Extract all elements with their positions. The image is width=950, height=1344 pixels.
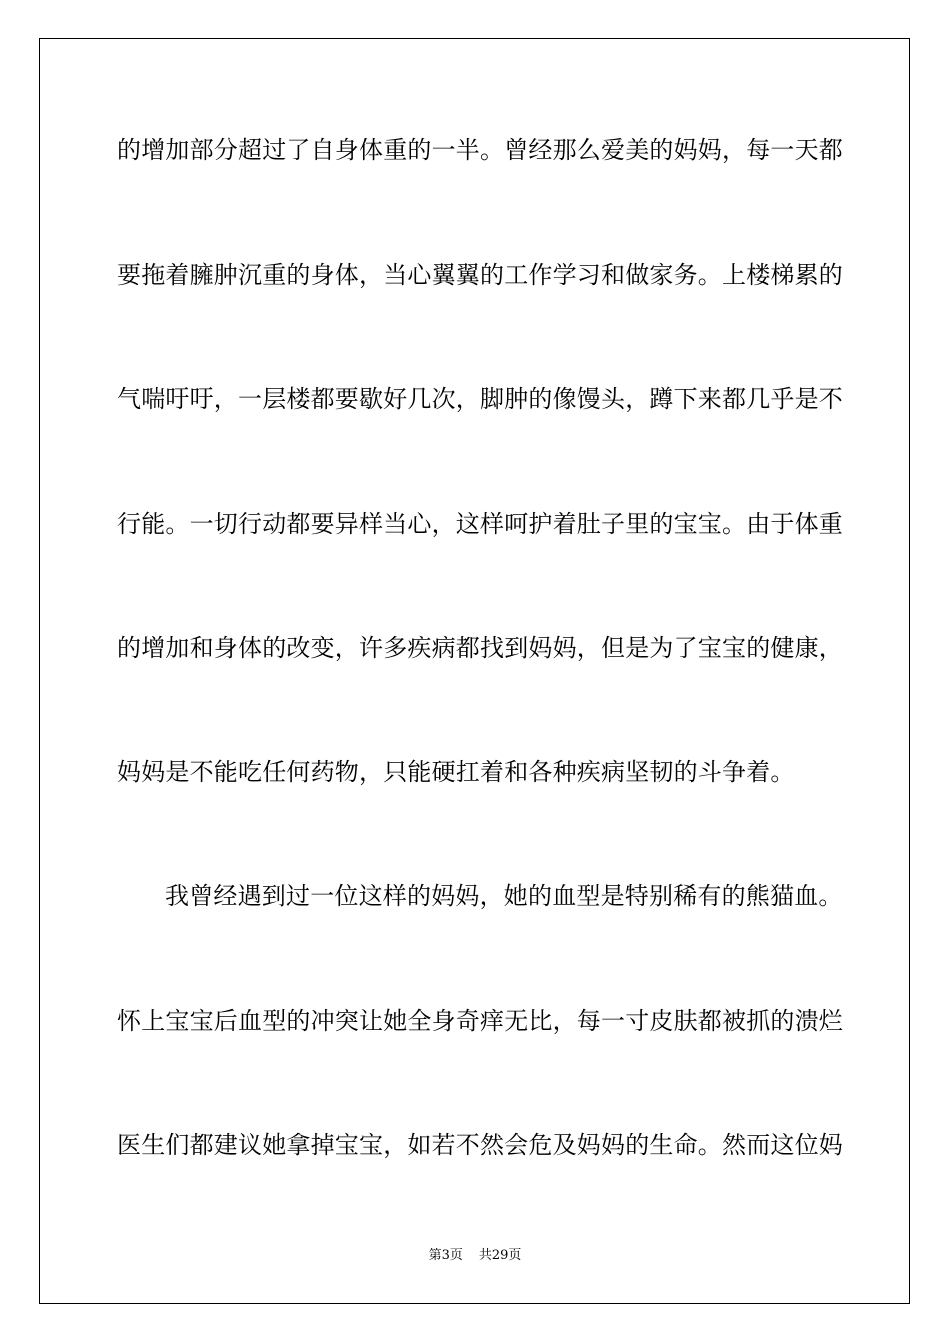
page-border	[39, 38, 910, 1304]
body-text-line: 医生们都建议她拿掉宝宝，如若不然会危及妈妈的生命。然而这位妈	[117, 1131, 843, 1159]
body-text-line: 行能。一切行动都要异样当心，这样呵护着肚子里的宝宝。由于体重	[117, 510, 843, 538]
total-pages: 共29页	[478, 1248, 522, 1263]
body-text-line: 的增加和身体的改变，许多疾病都找到妈妈，但是为了宝宝的健康，	[117, 634, 843, 662]
body-text-line: 怀上宝宝后血型的冲突让她全身奇痒无比，每一寸皮肤都被抓的溃烂	[117, 1007, 843, 1035]
body-text-line: 要拖着臃肿沉重的身体，当心翼翼的工作学习和做家务。上楼梯累的	[117, 261, 843, 289]
body-text-line: 妈妈是不能吃任何药物，只能硬扛着和各种疾病坚韧的斗争着。	[117, 758, 795, 786]
paragraph-first-line: 我曾经遇到过一位这样的妈妈，她的血型是特别稀有的熊猫血。	[165, 882, 843, 910]
body-text-line: 的增加部分超过了自身体重的一半。曾经那么爱美的妈妈，每一天都	[117, 136, 843, 164]
page-number: 第3页	[428, 1248, 463, 1263]
page-footer	[0, 1247, 950, 1265]
body-text-line: 气喘吁吁，一层楼都要歇好几次，脚肿的像馒头，蹲下来都几乎是不	[117, 385, 843, 413]
